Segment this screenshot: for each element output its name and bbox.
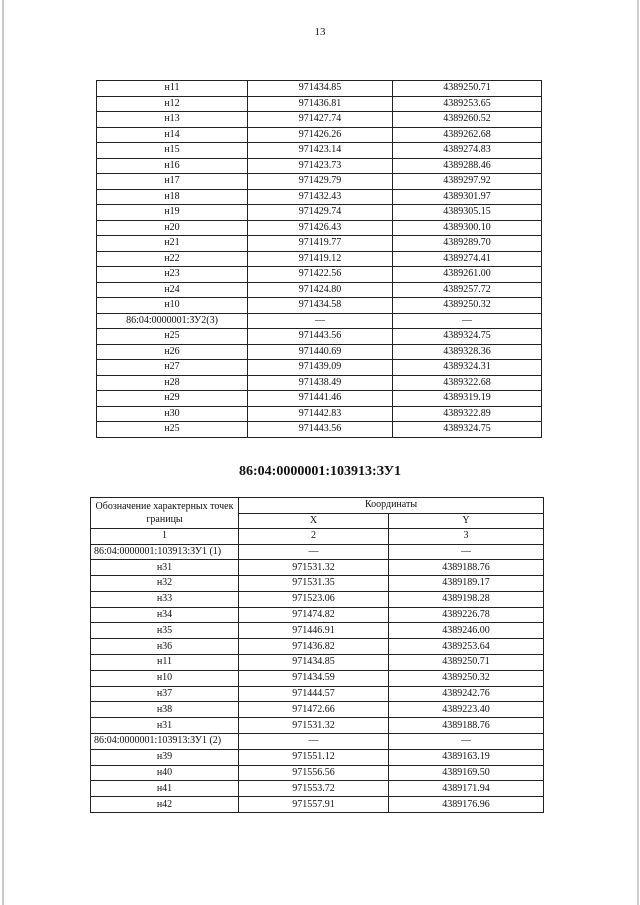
point-designation: н42 (91, 797, 239, 813)
table-row (97, 205, 542, 221)
coordinate-x: 971440.69 (248, 344, 393, 360)
table-row (97, 158, 542, 174)
table-row (97, 189, 542, 205)
coordinate-y: 4389223.40 (389, 702, 544, 718)
coordinate-y: 4389188.76 (389, 718, 544, 734)
coordinate-y: 4389301.97 (393, 189, 542, 205)
coordinate-x: 971429.79 (248, 174, 393, 190)
coordinate-x: 971424.80 (248, 282, 393, 298)
point-designation: н30 (97, 406, 248, 422)
coordinate-x: 971429.74 (248, 205, 393, 221)
coordinates-table-continued (96, 80, 542, 438)
point-designation: н25 (97, 329, 248, 345)
point-designation: 86:04:0000001:103913:ЗУ1 (2) (91, 734, 239, 750)
coordinate-y: — (389, 734, 544, 750)
table-row (97, 344, 542, 360)
table-row (97, 267, 542, 283)
table-row (97, 220, 542, 236)
point-designation: 86:04:0000001:ЗУ2(3) (97, 313, 248, 329)
point-designation: н37 (91, 686, 239, 702)
coordinate-x: 971423.73 (248, 158, 393, 174)
point-designation: 86:04:0000001:103913:ЗУ1 (1) (91, 544, 239, 560)
point-designation: н36 (91, 639, 239, 655)
table-row (97, 422, 542, 438)
table-row (91, 544, 544, 560)
coordinate-y: 4389242.76 (389, 686, 544, 702)
coordinate-x: 971439.09 (248, 360, 393, 376)
coordinate-y: 4389305.15 (393, 205, 542, 221)
coordinate-x: 971436.81 (248, 96, 393, 112)
coordinate-y: 4389322.89 (393, 406, 542, 422)
table-row (97, 329, 542, 345)
coordinate-y: 4389169.50 (389, 765, 544, 781)
table-row (91, 781, 544, 797)
table-row (91, 686, 544, 702)
coordinates-table (90, 497, 544, 813)
coordinate-x: — (239, 734, 389, 750)
coordinate-y: 4389250.71 (389, 655, 544, 671)
table-row (97, 127, 542, 143)
scan-edge-left (2, 0, 4, 905)
coordinate-x: 971553.72 (239, 781, 389, 797)
coordinate-x: 971444.57 (239, 686, 389, 702)
table-row (91, 639, 544, 655)
table-row (97, 174, 542, 190)
coordinate-y: 4389324.31 (393, 360, 542, 376)
point-designation: н20 (97, 220, 248, 236)
coordinate-x: 971419.12 (248, 251, 393, 267)
table-row (91, 623, 544, 639)
point-designation: н17 (97, 174, 248, 190)
coordinate-x: 971474.82 (239, 607, 389, 623)
table2-body (91, 544, 544, 813)
header-coordinates: Координаты (239, 498, 544, 514)
coordinate-x: 971426.43 (248, 220, 393, 236)
table-row (91, 797, 544, 813)
coordinate-y: 4389324.75 (393, 329, 542, 345)
coordinate-y: 4389324.75 (393, 422, 542, 438)
point-designation: н28 (97, 375, 248, 391)
table-row (97, 298, 542, 314)
table-row (97, 375, 542, 391)
coordinate-x: 971426.26 (248, 127, 393, 143)
coordinate-x: 971531.32 (239, 560, 389, 576)
coordinate-y: 4389300.10 (393, 220, 542, 236)
point-designation: н25 (97, 422, 248, 438)
point-designation: н29 (97, 391, 248, 407)
table-row (97, 406, 542, 422)
scan-edge-right (637, 0, 639, 905)
coordinate-y: 4389322.68 (393, 375, 542, 391)
coordinate-x: 971442.83 (248, 406, 393, 422)
coordinate-x: 971434.59 (239, 670, 389, 686)
point-designation: н24 (97, 282, 248, 298)
coordinate-y: 4389289.70 (393, 236, 542, 252)
coordinate-y: 4389253.65 (393, 96, 542, 112)
table2-header (91, 498, 544, 545)
col-number-2: 2 (239, 529, 389, 545)
coordinate-x: — (239, 544, 389, 560)
point-designation: н33 (91, 591, 239, 607)
header-x: X (239, 513, 389, 529)
coordinate-x: 971446.91 (239, 623, 389, 639)
point-designation: н35 (91, 623, 239, 639)
coordinate-y: 4389163.19 (389, 749, 544, 765)
point-designation: н11 (91, 655, 239, 671)
point-designation: н40 (91, 765, 239, 781)
coordinate-x: — (248, 313, 393, 329)
coordinate-y: 4389328.36 (393, 344, 542, 360)
point-designation: н39 (91, 749, 239, 765)
point-designation: н27 (97, 360, 248, 376)
coordinate-x: 971557.91 (239, 797, 389, 813)
table-row (97, 391, 542, 407)
point-designation: н16 (97, 158, 248, 174)
coordinate-y: 4389253.64 (389, 639, 544, 655)
table-row (91, 655, 544, 671)
header-y: Y (389, 513, 544, 529)
coordinate-x: 971427.74 (248, 112, 393, 128)
coordinate-y: — (393, 313, 542, 329)
coordinate-x: 971551.12 (239, 749, 389, 765)
table-row (91, 765, 544, 781)
coordinate-y: 4389171.94 (389, 781, 544, 797)
point-designation: н31 (91, 560, 239, 576)
table-row (91, 607, 544, 623)
point-designation: н23 (97, 267, 248, 283)
point-designation: н15 (97, 143, 248, 159)
coordinate-y: 4389250.32 (393, 298, 542, 314)
table1-body (97, 81, 542, 438)
coordinate-y: 4389274.41 (393, 251, 542, 267)
coordinate-x: 971432.43 (248, 189, 393, 205)
point-designation: н12 (97, 96, 248, 112)
coordinate-x: 971556.56 (239, 765, 389, 781)
coordinate-y: 4389246.00 (389, 623, 544, 639)
table-row (97, 360, 542, 376)
page-number: 13 (314, 26, 326, 38)
coordinate-x: 971422.56 (248, 267, 393, 283)
coordinate-y: 4389262.68 (393, 127, 542, 143)
table-row (97, 96, 542, 112)
coordinate-x: 971436.82 (239, 639, 389, 655)
table-row (91, 576, 544, 592)
coordinate-y: — (389, 544, 544, 560)
coordinate-y: 4389188.76 (389, 560, 544, 576)
point-designation: н19 (97, 205, 248, 221)
table-row (97, 143, 542, 159)
coordinate-x: 971419.77 (248, 236, 393, 252)
point-designation: н10 (97, 298, 248, 314)
coordinate-x: 971423.14 (248, 143, 393, 159)
section-title: 86:04:0000001:103913:ЗУ1 (239, 464, 401, 479)
coordinate-y: 4389260.52 (393, 112, 542, 128)
coordinate-x: 971438.49 (248, 375, 393, 391)
coordinate-x: 971531.35 (239, 576, 389, 592)
table-row (97, 81, 542, 97)
table-row (97, 251, 542, 267)
coordinate-y: 4389274.83 (393, 143, 542, 159)
point-designation: н22 (97, 251, 248, 267)
table-row (97, 282, 542, 298)
table-row (91, 734, 544, 750)
point-designation: н26 (97, 344, 248, 360)
point-designation: н14 (97, 127, 248, 143)
table-row (97, 313, 542, 329)
point-designation: н32 (91, 576, 239, 592)
point-designation: н11 (97, 81, 248, 97)
coordinate-y: 4389250.32 (389, 670, 544, 686)
coordinate-x: 971434.58 (248, 298, 393, 314)
point-designation: н21 (97, 236, 248, 252)
coordinate-y: 4389261.00 (393, 267, 542, 283)
table-row (91, 718, 544, 734)
point-designation: н31 (91, 718, 239, 734)
point-designation: н10 (91, 670, 239, 686)
coordinate-y: 4389176.96 (389, 797, 544, 813)
coordinate-x: 971531.32 (239, 718, 389, 734)
coordinate-x: 971472.66 (239, 702, 389, 718)
table-row (91, 670, 544, 686)
table-row (91, 591, 544, 607)
coordinate-x: 971434.85 (248, 81, 393, 97)
point-designation: н18 (97, 189, 248, 205)
coordinate-x: 971434.85 (239, 655, 389, 671)
coordinate-y: 4389288.46 (393, 158, 542, 174)
coordinate-x: 971441.46 (248, 391, 393, 407)
coordinate-x: 971443.56 (248, 422, 393, 438)
table-row (97, 112, 542, 128)
table-row (91, 560, 544, 576)
coordinate-y: 4389319.19 (393, 391, 542, 407)
point-designation: н38 (91, 702, 239, 718)
coordinate-y: 4389226.78 (389, 607, 544, 623)
col-number-1: 1 (91, 529, 239, 545)
coordinate-y: 4389198.28 (389, 591, 544, 607)
table-row (91, 749, 544, 765)
coordinate-x: 971443.56 (248, 329, 393, 345)
table-row (91, 702, 544, 718)
table-row (97, 236, 542, 252)
col-number-3: 3 (389, 529, 544, 545)
coordinate-y: 4389250.71 (393, 81, 542, 97)
point-designation: н13 (97, 112, 248, 128)
coordinate-y: 4389189.17 (389, 576, 544, 592)
coordinate-y: 4389257.72 (393, 282, 542, 298)
header-designation: Обозначение характерных точек границы (91, 498, 239, 529)
coordinate-x: 971523.06 (239, 591, 389, 607)
point-designation: н34 (91, 607, 239, 623)
point-designation: н41 (91, 781, 239, 797)
coordinate-y: 4389297.92 (393, 174, 542, 190)
